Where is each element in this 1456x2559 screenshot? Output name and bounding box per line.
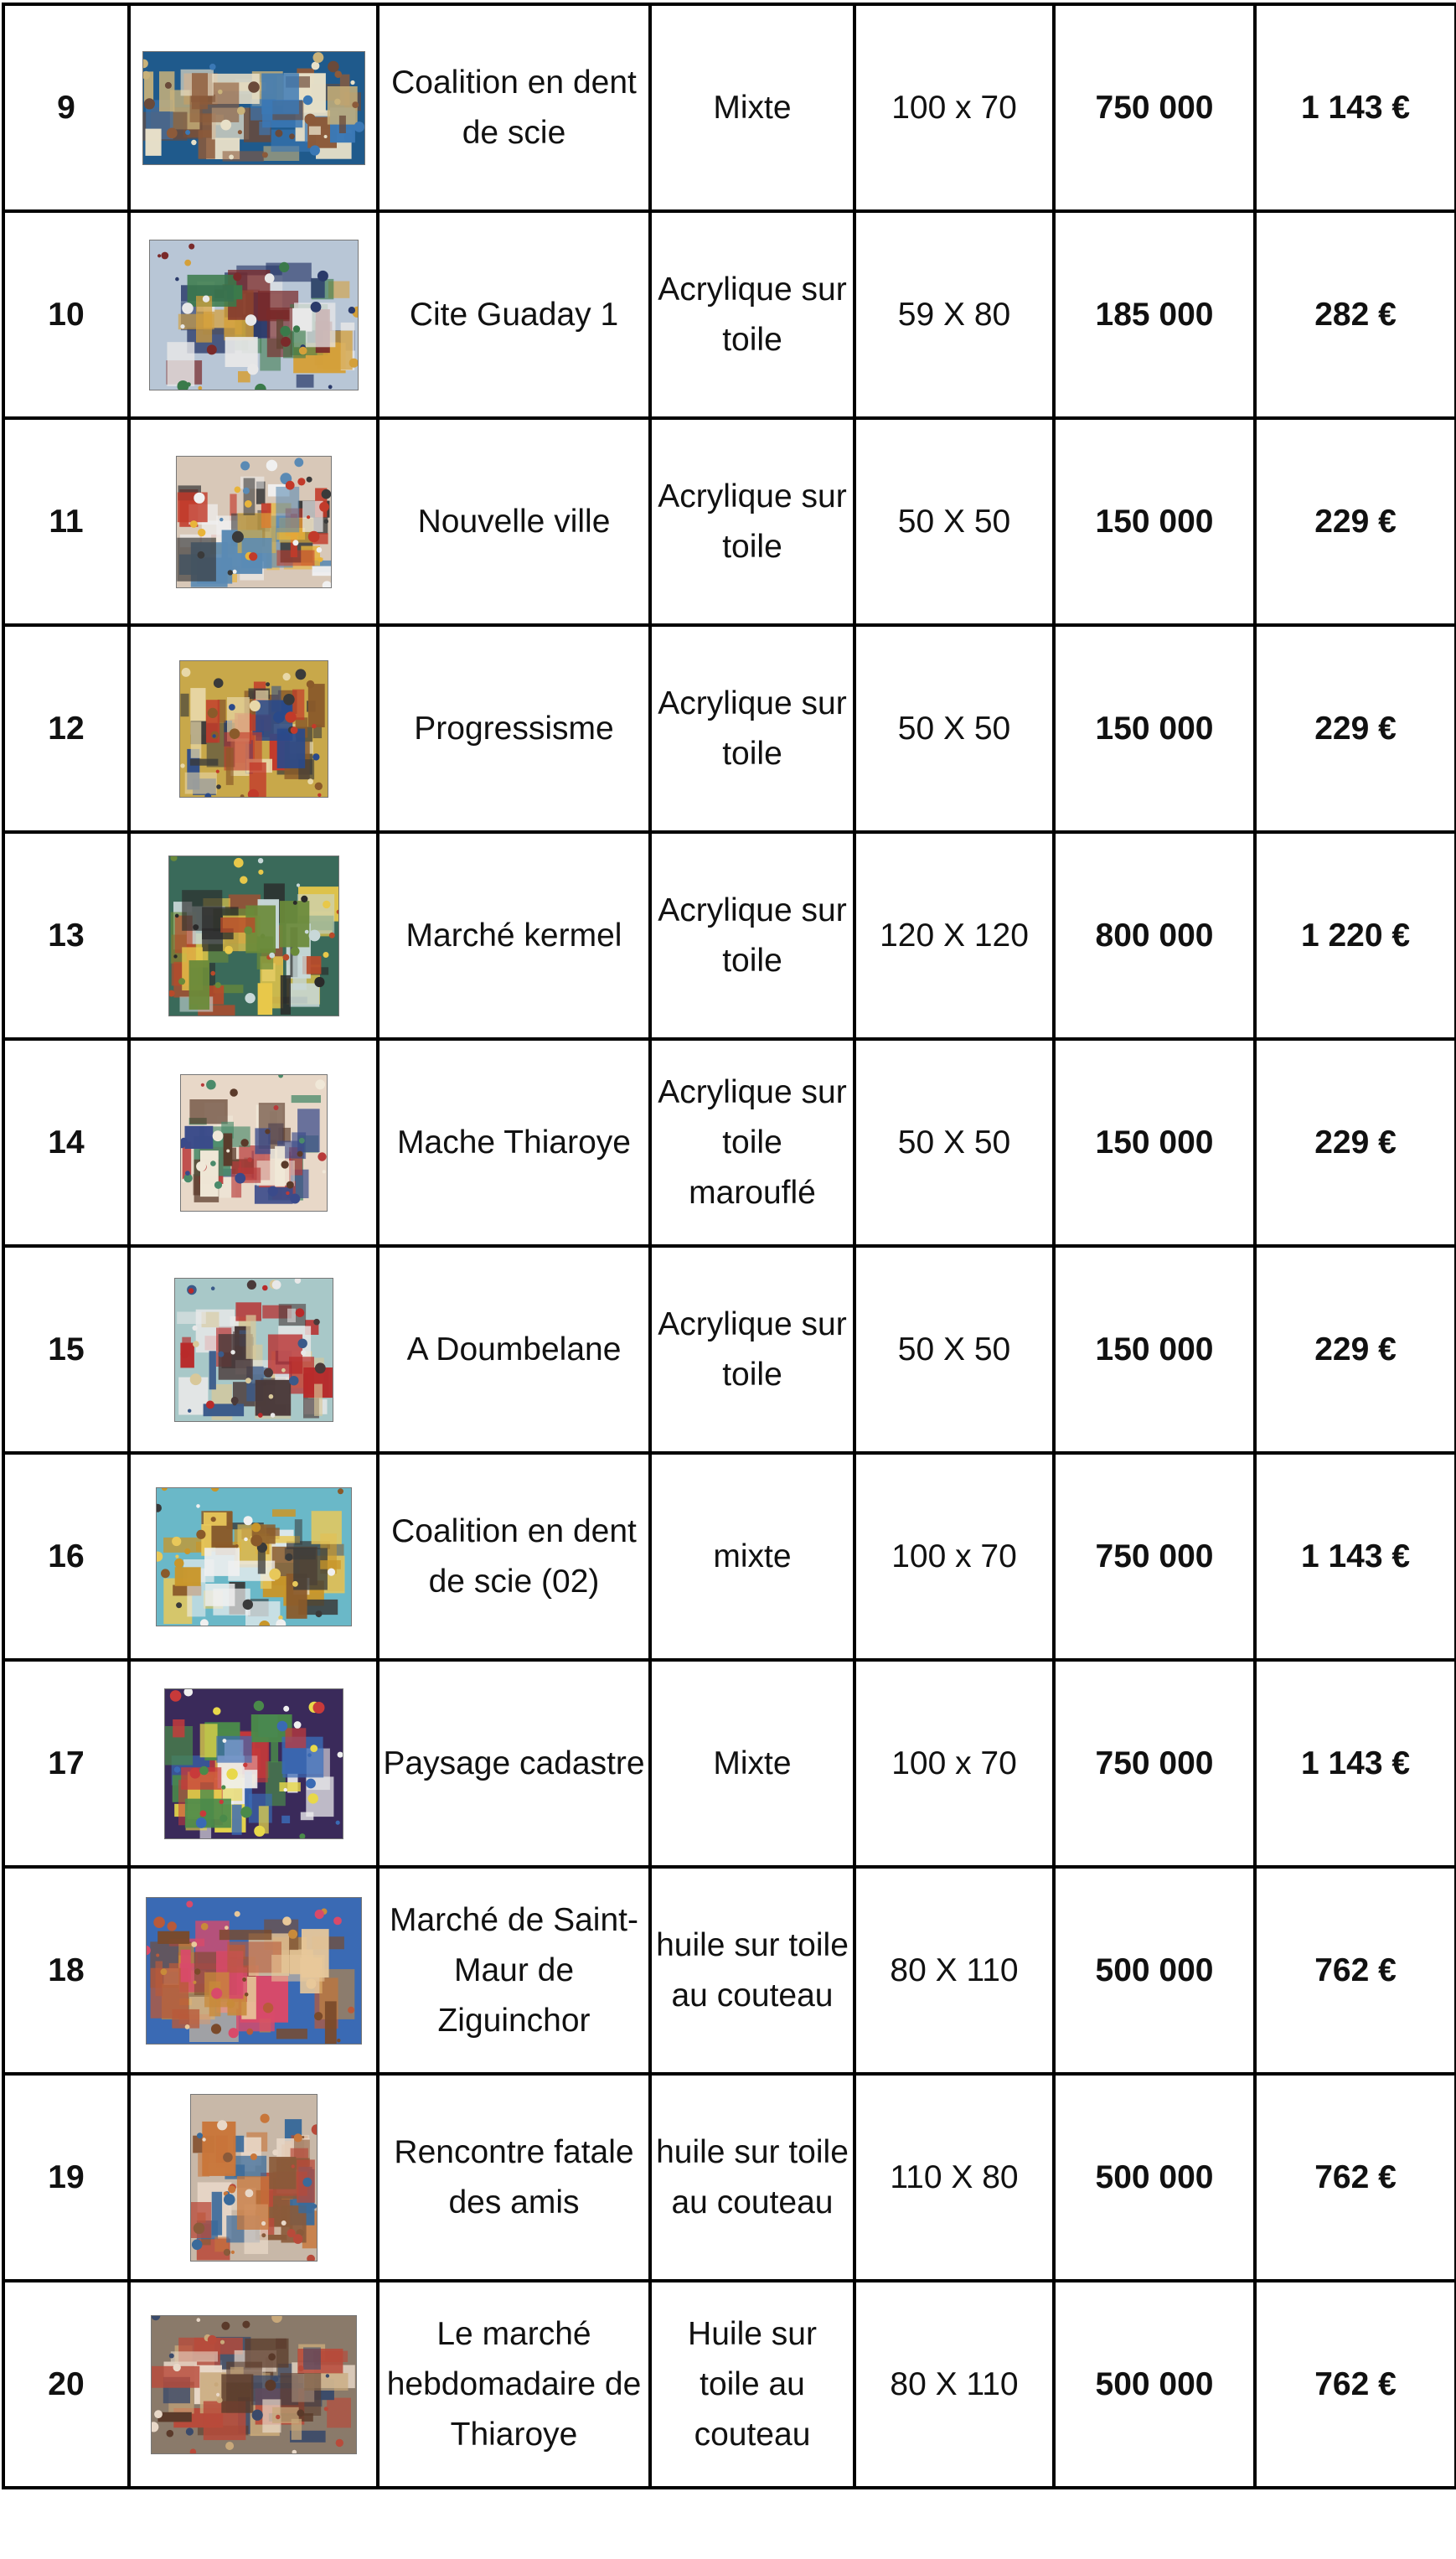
artwork-thumbnail-cell [129,1039,378,1246]
artwork-thumbnail-cell [129,832,378,1039]
price-eur: 229 € [1255,418,1456,625]
price-cfa: 150 000 [1054,418,1255,625]
artwork-technique: mixte [650,1453,854,1660]
artwork-number: 14 [3,1039,129,1246]
price-eur: 1 143 € [1255,1660,1456,1867]
price-cfa: 750 000 [1054,1453,1255,1660]
artwork-thumbnail-cell [129,4,378,211]
artwork-technique: Mixte [650,1660,854,1867]
artwork-dimensions: 100 x 70 [854,1453,1054,1660]
artwork-title: Progressisme [378,625,650,832]
artwork-dimensions: 110 X 80 [854,2074,1054,2281]
artwork-thumbnail-cell [129,1660,378,1867]
painting-thumbnail [151,2315,357,2454]
artwork-number: 18 [3,1867,129,2074]
painting-thumbnail [164,1688,343,1839]
price-eur: 229 € [1255,1039,1456,1246]
table-row [3,832,1456,1039]
painting-thumbnail [190,2094,318,2262]
table-row [3,418,1456,625]
price-cfa: 150 000 [1054,625,1255,832]
artwork-thumbnail-cell [129,1246,378,1453]
painting-thumbnail [149,240,359,390]
artwork-technique: Acrylique sur toile [650,211,854,418]
artwork-dimensions: 50 X 50 [854,1039,1054,1246]
artwork-title: Coalition en dent de scie [378,4,650,211]
table-row [3,1453,1456,1660]
table-row [3,2281,1456,2488]
artwork-technique: Acrylique sur toile [650,1246,854,1453]
artwork-thumbnail-cell [129,625,378,832]
table-row [3,1039,1456,1246]
artwork-dimensions: 80 X 110 [854,2281,1054,2488]
painting-thumbnail [168,856,339,1016]
table-row [3,4,1456,211]
painting-thumbnail [176,456,332,588]
price-cfa: 750 000 [1054,4,1255,211]
thumbnail-wrap [134,2282,373,2486]
thumbnail-wrap [134,1041,373,1244]
price-eur: 762 € [1255,1867,1456,2074]
artwork-title: Marché de Saint-Maur de Ziguinchor [378,1867,650,2074]
artwork-thumbnail-cell [129,2074,378,2281]
artwork-number: 15 [3,1246,129,1453]
table-row [3,1660,1456,1867]
artwork-catalog-table [2,3,1456,2489]
thumbnail-wrap [134,1662,373,1865]
price-eur: 762 € [1255,2281,1456,2488]
thumbnail-wrap [134,1455,373,1658]
artwork-dimensions: 120 X 120 [854,832,1054,1039]
artwork-number: 20 [3,2281,129,2488]
artwork-technique: Acrylique sur toile [650,418,854,625]
artwork-technique: Acrylique sur toile [650,832,854,1039]
thumbnail-wrap [134,213,373,416]
thumbnail-wrap [134,627,373,830]
artwork-dimensions: 100 x 70 [854,4,1054,211]
artwork-title: Mache Thiaroye [378,1039,650,1246]
artwork-dimensions: 50 X 50 [854,625,1054,832]
artwork-technique: Mixte [650,4,854,211]
artwork-number: 19 [3,2074,129,2281]
artwork-title: Cite Guaday 1 [378,211,650,418]
price-cfa: 800 000 [1054,832,1255,1039]
artwork-technique: huile sur toile au couteau [650,1867,854,2074]
table-row [3,1246,1456,1453]
price-eur: 229 € [1255,625,1456,832]
artwork-title: A Doumbelane [378,1246,650,1453]
price-cfa: 500 000 [1054,2074,1255,2281]
table-row [3,211,1456,418]
artwork-title: Paysage cadastre [378,1660,650,1867]
artwork-thumbnail-cell [129,1867,378,2074]
artwork-thumbnail-cell [129,2281,378,2488]
artwork-number: 10 [3,211,129,418]
artwork-technique: Acrylique sur toile marouflé [650,1039,854,1246]
artwork-dimensions: 50 X 50 [854,1246,1054,1453]
price-cfa: 150 000 [1054,1246,1255,1453]
artwork-dimensions: 59 X 80 [854,211,1054,418]
artwork-number: 9 [3,4,129,211]
artwork-dimensions: 50 X 50 [854,418,1054,625]
artwork-thumbnail-cell [129,1453,378,1660]
artwork-thumbnail-cell [129,211,378,418]
table-row [3,625,1456,832]
painting-thumbnail [146,1897,362,2045]
price-eur: 762 € [1255,2074,1456,2281]
artwork-title: Coalition en dent de scie (02) [378,1453,650,1660]
artwork-dimensions: 80 X 110 [854,1867,1054,2074]
artwork-thumbnail-cell [129,418,378,625]
thumbnail-wrap [134,2076,373,2279]
painting-thumbnail [174,1278,333,1422]
artwork-title: Rencontre fatale des amis [378,2074,650,2281]
painting-thumbnail [142,51,365,165]
thumbnail-wrap [134,834,373,1037]
thumbnail-wrap [134,1248,373,1451]
artwork-number: 13 [3,832,129,1039]
artwork-technique: Acrylique sur toile [650,625,854,832]
painting-thumbnail [180,1074,328,1212]
price-cfa: 500 000 [1054,2281,1255,2488]
painting-thumbnail [156,1487,352,1626]
artwork-number: 17 [3,1660,129,1867]
artwork-dimensions: 100 x 70 [854,1660,1054,1867]
artwork-number: 12 [3,625,129,832]
artwork-title: Le marché hebdomadaire de Thiaroye [378,2281,650,2488]
thumbnail-wrap [134,420,373,623]
thumbnail-wrap [134,1869,373,2072]
table-row [3,1867,1456,2074]
price-cfa: 500 000 [1054,1867,1255,2074]
price-eur: 1 143 € [1255,1453,1456,1660]
painting-thumbnail [179,660,328,798]
artwork-number: 11 [3,418,129,625]
artwork-title: Marché kermel [378,832,650,1039]
artwork-title: Nouvelle ville [378,418,650,625]
artwork-technique: Huile sur toile au couteau [650,2281,854,2488]
price-eur: 282 € [1255,211,1456,418]
artwork-technique: huile sur toile au couteau [650,2074,854,2281]
price-eur: 1 220 € [1255,832,1456,1039]
price-cfa: 150 000 [1054,1039,1255,1246]
price-cfa: 185 000 [1054,211,1255,418]
table-row [3,2074,1456,2281]
price-cfa: 750 000 [1054,1660,1255,1867]
price-eur: 1 143 € [1255,4,1456,211]
thumbnail-wrap [134,6,373,209]
price-eur: 229 € [1255,1246,1456,1453]
artwork-number: 16 [3,1453,129,1660]
